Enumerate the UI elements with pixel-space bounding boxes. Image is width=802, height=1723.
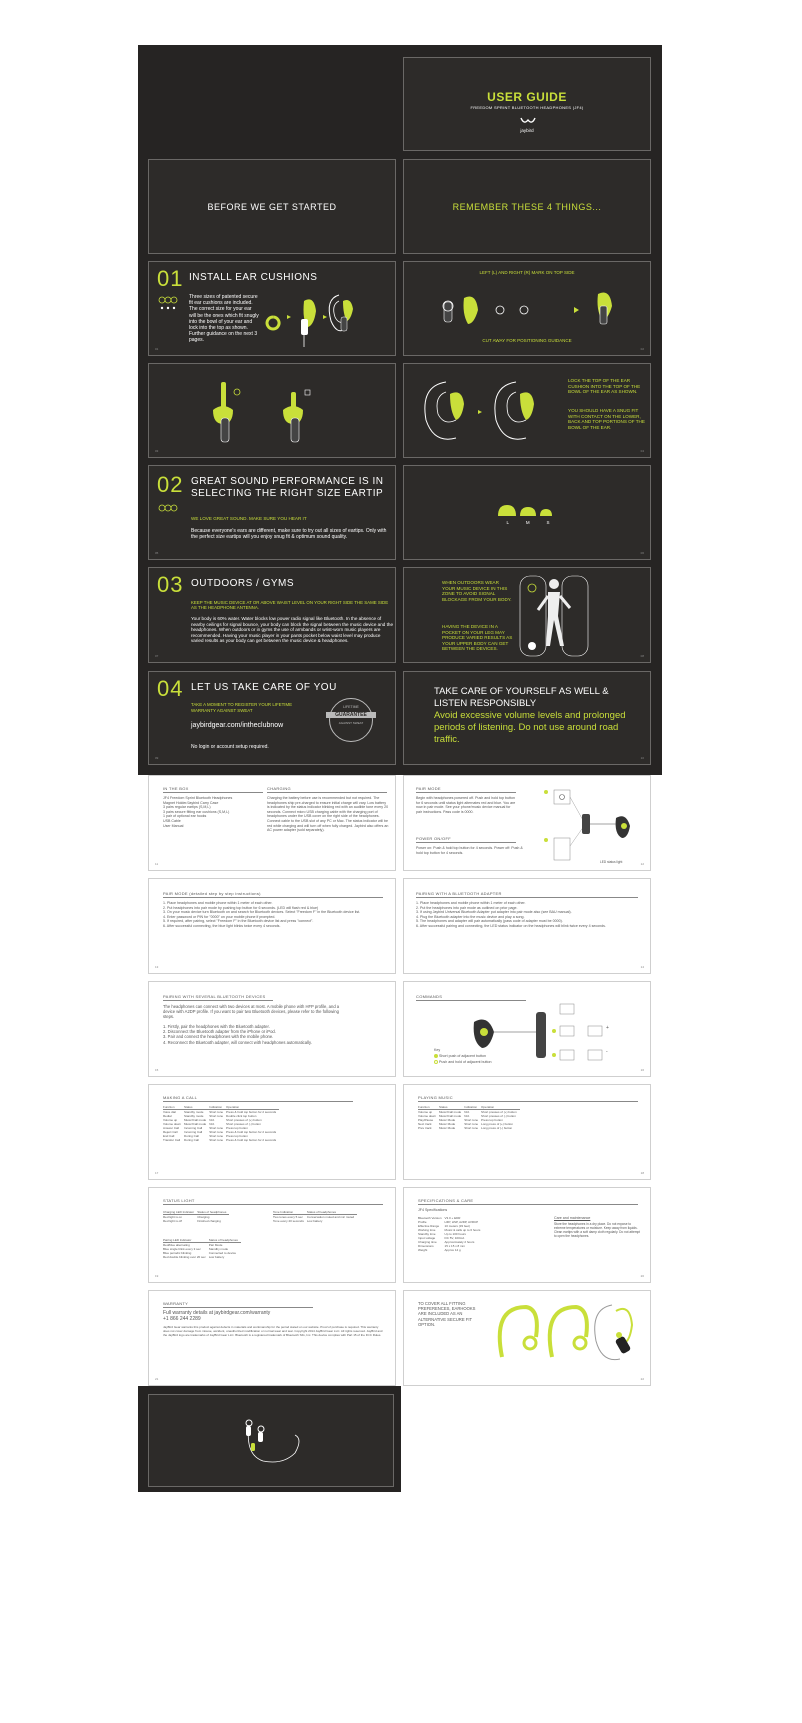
table-row: Red double blinking over 20 sec Low battery: [163, 1255, 225, 1259]
plus-label: +: [606, 1025, 609, 1031]
register-url[interactable]: jaybirdgear.com/intheclubnow: [191, 722, 284, 729]
list-item: 3. Pair and connect the headphones with the mobile phone.: [163, 1034, 274, 1040]
snug-fit-tip: YOU SHOULD HAVE A SNUG FIT WITH CONTACT ON THE LOWER, BACK AND TOP PORTIONS OF THE BOWL OF THE EAR.: [568, 408, 645, 430]
column-header: Status: [184, 1105, 209, 1110]
table-row: Answer Call Incoming Call Short tone Press top button: [163, 1126, 248, 1130]
ear-lock-illustration: [416, 376, 556, 448]
list-item: 4. Reconnect the Bluetooth adapter, will connect with headphones automatically.: [163, 1039, 312, 1045]
care-maintenance-title: Care and maintenance: [554, 1216, 591, 1220]
page-number: 06: [640, 551, 644, 555]
brand-name: jaybird: [520, 128, 534, 133]
specs-page: [403, 1187, 651, 1283]
list-item: 4. Enter password or PIN for "0000" on your mobile phone if prompted.: [163, 914, 276, 919]
keep-device-text: KEEP THE MUSIC DEVICE AT OR ABOVE WAIST LEVEL ON YOUR RIGHT SIDE THE SAME SIDE AS THE HEADPHONE ANTENNA.: [191, 600, 389, 611]
list-item: 1. Place headphones and mobile phone within 1 meter of each other.: [416, 901, 526, 905]
column-header: Indication: [464, 1105, 481, 1110]
section-number-04: 04: [157, 676, 184, 701]
page-number: 13: [155, 965, 159, 969]
table-row: Prev track Music Mode Short tone Long press of (-) button: [418, 1126, 513, 1130]
list-item: 6. After successful pairing and connecting, the LED status indicator on the headphones will blink twice every 4 seconds.: [416, 923, 606, 928]
making-call-title: MAKING A CALL: [163, 1095, 198, 1100]
eartip-labels: [498, 520, 558, 525]
list-item: 3. If using Jaybird Universal Bluetooth Adapter put adapter into pair mode also (see BAU manual).: [416, 910, 572, 915]
page-number: 08: [640, 654, 644, 658]
zone-text: WHEN OUTDOORS WEAR YOUR MUSIC DEVICE IN THIS ZONE TO AVOID SIGNAL BLOCKAGE FROM YOUR BODY.: [442, 580, 512, 602]
sound-panel: [148, 465, 396, 560]
list-item: USB Cable: [163, 818, 181, 823]
table-row: Play/Pause Music Mode Short tone Press top button: [418, 1118, 503, 1122]
care-you-title: LET US TAKE CARE OF YOU: [191, 682, 337, 693]
care-body: Avoid excessive volume levels and prolonged periods of listening. Do not use around road traffic.: [434, 710, 626, 745]
pair-adapter-title: PAIRING WITH A BLUETOOTH ADAPTER: [416, 891, 502, 896]
column-header: Operation: [481, 1105, 520, 1110]
table-row: Voice dial Standby mode Short tone Press & hold top button for 2 seconds: [163, 1110, 277, 1114]
pocket-text: HAVING THE DEVICE IN A POCKET ON YOUR LEG MAY PRODUCE VARIED RESULTS AS YOUR UPPER BODY CAN GET BETWEEN THE DEVICES.: [442, 624, 513, 652]
list-item: 5. If required, after pairing, select "Freedom F" in the Bluetooth device list and press "connect".: [163, 919, 314, 924]
power-body: Power on: Push & hold top button for 4 seconds. Power off: Push & hold top button for 4 seconds.: [416, 846, 523, 855]
table-row: Blue single blink every 3 sec Standby mode: [163, 1247, 229, 1251]
pair-mode-title: PAIR MODE: [416, 786, 441, 791]
list-item: 6. After successful connecting, the blue light blinks twice every 4 seconds.: [163, 923, 281, 928]
left-right-cushion-illustration: [424, 280, 634, 336]
charging-title: CHARGING: [267, 786, 291, 791]
back-cover-panel: [148, 1394, 394, 1487]
making-call-table: [163, 1105, 279, 1142]
page-number: 09: [155, 756, 159, 760]
page-number: 04: [640, 449, 644, 453]
table-header: Charging LED Indicator Status of headphones: [163, 1210, 229, 1215]
table-header: Tone Indication Status of headphones: [273, 1210, 357, 1215]
warranty-register-panel: [148, 671, 396, 765]
back-cover: [138, 1386, 401, 1492]
pair-several-steps: [163, 1024, 363, 1045]
column-header: Function: [418, 1105, 439, 1110]
headphones-product-illustration: [237, 1417, 307, 1467]
cushion-sizes-icon: [157, 294, 179, 312]
jaybird-logo-icon: [518, 116, 538, 126]
outdoors-title: OUTDOORS / GYMS: [191, 578, 295, 589]
list-item: 2. Put headphones into pair mode by pushing top button for 6 seconds. (LED will flash red & blue): [163, 905, 319, 910]
outdoors-body: Your body is 60% water. Water blocks low power radio signal like Bluetooth. In the absence of nearby ceilings for signal bounce, your body can block the signal between the music device and the headphones. When outdoors or in gyms the use of armbands or wrist-worn music players are recommended. Having your music player in your pants pocket below waist level may produce varied results as your body can get between the music device & headphones.: [191, 616, 393, 644]
list-item: User Manual: [163, 823, 184, 828]
table-row: Volume down Music/Call mode N/A Short presses of (-) button: [163, 1122, 261, 1126]
page-number: 22: [640, 1377, 644, 1381]
lock-tip: LOCK THE TOP OF THE EAR CUSHION INTO THE TOP OF THE BOWL OF THE EAR AS SHOWN.: [568, 378, 641, 395]
love-sound-text: WE LOVE GREAT SOUND. MAKE SURE YOU HEAR IT: [191, 516, 307, 521]
install-body: Three sizes of patented secure fit ear cushions are included. The correct size for your ear will be the ones which fit snugly into the bowl of your ear and lock into the top as shown. Further guidance on the next 3 pages.: [189, 294, 259, 344]
list-item: 1. Place headphones and mobile phone within 1 meter of each other.: [163, 901, 273, 905]
size-label: M: [525, 520, 530, 525]
page-number: 19: [155, 1274, 159, 1278]
section-number-03: 03: [157, 572, 184, 597]
badge-bottom: AGAINST SWEAT: [338, 721, 364, 725]
page-number: 15: [155, 1068, 159, 1072]
page-number: 14: [640, 965, 644, 969]
lock-panel: [403, 363, 651, 458]
pair-adapter-steps: [416, 901, 638, 929]
table-row: Volume up Music/Call mode N/A Short presses of (+) button: [163, 1118, 262, 1122]
fit-check-panel: [148, 363, 396, 458]
short-push-label: Short push of adjacent button: [439, 1054, 486, 1058]
table-row: Transfer Call During Call Short tone Press & hold top button for 2 seconds: [163, 1138, 277, 1142]
size-label: S: [546, 520, 550, 525]
pair-mode-page: [403, 775, 651, 871]
before-banner: [148, 159, 396, 254]
runner-zone-illustration: [518, 574, 598, 660]
list-item: 1 pair of optional ear hooks: [163, 814, 207, 819]
charging-text: Charging the battery before use is recommended but not required. The headphones ship pre-charged to ensure initial charge will vary. Low battery is indicated by the status indicator blinking red with an audible tone every 20 seconds. Connect micro USB charging cable with the charging port of headphones under the USB cover on the right side of the headphones. Connect cable to the USB slot of any PC or Mac. The status indicator will be red while charging and will turn off when fully charged. Jaybird also offers an AC power adapter (sold separately).: [267, 796, 389, 833]
status-light-page: [148, 1187, 396, 1283]
list-item: JF4 Freedom Sprint Bluetooth Headphones: [163, 796, 233, 800]
playing-music-title: PLAYING MUSIC: [418, 1095, 453, 1100]
page-number: 07: [155, 654, 159, 658]
cover-panel: [403, 57, 651, 151]
pair-detail-steps: [163, 901, 383, 929]
remember-text: REMEMBER THESE 4 THINGS...: [452, 202, 602, 212]
sound-body: Because everyone's ears are different, make sure to try out all sizes of eartips. Only with the perfect size eartips will you enjoy snug fit & optimum sound quality.: [191, 528, 387, 541]
table-row: Weight Approx 14 g: [418, 1248, 461, 1252]
charging-led-table: [163, 1210, 229, 1223]
table-row: Effective Range 10 meters (33 feet): [418, 1224, 470, 1228]
listen-responsibly-panel: [403, 671, 651, 765]
key-short-push: [434, 1054, 486, 1059]
pair-detail-title: PAIR MODE (detailed step by step instructions): [163, 891, 261, 896]
led-label: LED status light: [600, 860, 623, 864]
warranty-body: JayBird Gear warrants this product against defects in materials and workmanship for the period stated on our website. Proof of purchase is required. This warranty does not cover damage from misuse, accident, unauthorized modification or normal wear and tear. Copyright 2014 JayBird Gear LLC. All rights reserved. JayBird and the JayBird logo are trademarks of JayBird Gear LLC. Bluetooth is a registered trademark of Bluetooth SIG, Inc. This device complies with Part 15 of the FCC Rules.: [163, 1325, 383, 1337]
specs-subtitle: JF4 Specifications: [418, 1208, 448, 1212]
table-row: Tone every 20 seconds Low battery: [273, 1219, 323, 1223]
in-the-box-page: [148, 775, 396, 871]
install-title: INSTALL EAR CUSHIONS: [189, 272, 318, 283]
table-row: Working time Music & calls up to 6 hours: [418, 1228, 481, 1232]
key-label: Key: [434, 1048, 441, 1052]
cover-subtitle: FREEDOM SPRINT BLUETOOTH HEADPHONES (JF4): [470, 105, 584, 110]
earhooks-page: [403, 1290, 651, 1386]
lifetime-guarantee-badge: [329, 698, 373, 742]
page-number: 12: [640, 862, 644, 866]
cover-title: USER GUIDE: [487, 90, 567, 104]
pair-several-title: PAIRING WITH SEVERAL BLUETOOTH DEVICES: [163, 994, 266, 999]
outdoors-panel: [148, 567, 396, 663]
table-row: Red/blue alternating Pair Mode: [163, 1243, 223, 1247]
page-number: 02: [640, 347, 644, 351]
list-item: Magnet Holder/Jaybird Carry Case: [163, 800, 219, 805]
before-text: BEFORE WE GET STARTED: [207, 202, 337, 212]
pair-mode-body: Begin with headphones powered off. Push and hold top button for 6 seconds until status light alternates red and blue. You are now in pair mode. See your phone/music device manual for pair instructions. Pass code is 0000.: [416, 796, 516, 814]
table-row: Dimensions 15 x 15 x 8 mm: [418, 1244, 466, 1248]
page-number: 05: [155, 551, 159, 555]
section-number-01: 01: [157, 266, 184, 291]
page-number: 18: [640, 1171, 644, 1175]
page-number: 20: [640, 1274, 644, 1278]
earhooks-text: TO COVER ALL FITTING PREFERENCES, EARHOOKS ARE INCLUDED AS AN ALTERNATIVE SECURE FIT OPTION.: [418, 1301, 476, 1327]
register-text: TAKE A MOMENT TO REGISTER YOUR LIFETIME WARRANTY AGAINST SWEAT: [191, 702, 293, 713]
list-item: 5. The headphones and adapter will pair automatically (pass code of adapter must be 0000).: [416, 919, 563, 924]
table-row: Profile HFP, HSP, A2DP, AVRCP: [418, 1220, 479, 1224]
badge-top: LIFETIME: [343, 705, 359, 709]
playing-music-table: [418, 1105, 520, 1130]
key-long-push: [434, 1060, 492, 1065]
table-header: Pairing LED Indicator Status of headphones: [163, 1238, 241, 1243]
page-number: 03: [155, 449, 159, 453]
commands-title: COMMANDS: [416, 994, 443, 999]
column-header: Operation: [226, 1105, 279, 1110]
install-panel: [148, 261, 396, 356]
short-push-icon: [434, 1054, 438, 1058]
care-title: TAKE CARE OF YOURSELF AS WELL & LISTEN RESPONSIBLY: [434, 686, 609, 709]
power-title: POWER ON/OFF: [416, 836, 451, 841]
list-item: 1. Firstly, pair the headphones with the Bluetooth adapter.: [163, 1024, 270, 1029]
table-row: Volume up Music/Call mode N/A Short presses of (+) button: [418, 1110, 517, 1114]
warranty-title: WARRANTY: [163, 1301, 189, 1306]
column-header: Status: [439, 1105, 464, 1110]
eartips-illustration: [496, 504, 556, 518]
pair-adapter-page: [403, 878, 651, 974]
playing-music-page: [403, 1084, 651, 1180]
mark-top-text: LEFT (L) AND RIGHT (R) MARK ON TOP SIDE: [479, 270, 575, 275]
care-maintenance-body: Store the headphones in a dry place. Do not expose to extreme temperatures or moisture. Keep away from liquids. Clean eartips with a soft damp cloth regularly. Do not attempt to open the headphones.: [554, 1222, 641, 1238]
ear-cushion-install-illustration: [259, 287, 394, 349]
list-item: 2. Disconnect the Bluetooth adapter from the iPhone or iPod.: [163, 1029, 276, 1035]
making-call-page: [148, 1084, 396, 1180]
in-the-box-list: [163, 796, 263, 828]
specs-table: [418, 1216, 483, 1252]
pairing-led-table: [163, 1238, 241, 1259]
minus-label: -: [606, 1049, 608, 1055]
page-number: 01: [155, 347, 159, 351]
table-row: Charging time Approximately 2 hours: [418, 1240, 475, 1244]
column-header: Indication: [209, 1105, 226, 1110]
table-row: Standby time Up to 100 hours: [418, 1232, 466, 1236]
table-row: Redial Standby mode Short tone Double click top button: [163, 1114, 257, 1118]
warranty-phone: +1 866 244 2289: [163, 1316, 201, 1322]
size-label: L: [506, 520, 509, 525]
commands-page: [403, 981, 651, 1077]
table-row: Blue periodic blinking Connected to device: [163, 1251, 237, 1255]
warranty-page: [148, 1290, 396, 1386]
pair-controls-illustration: [524, 782, 644, 868]
table-row: Next track Music Mode Short tone Long press of (+) button: [418, 1122, 513, 1126]
list-item: 3 pairs regular eartips (S,M,L): [163, 805, 211, 810]
remember-banner: [403, 159, 651, 254]
list-item: 2. Put the headphones into pair mode as outlined on prior page.: [416, 905, 518, 910]
pair-several-page: [148, 981, 396, 1077]
badge-mid: GUARANTEE: [326, 712, 376, 718]
page-number: 10: [640, 756, 644, 760]
zone-panel: [403, 567, 651, 663]
long-push-label: Push and hold of adjacent button: [439, 1060, 492, 1064]
pair-several-body: The headphones can connect with two devices at most. A mobile phone with HFP profile, and a device with A2DP profile. If you want to pair two Bluetooth devices, please refer to the following steps.: [163, 1004, 340, 1020]
long-push-icon: [434, 1060, 438, 1064]
sound-title: GREAT SOUND PERFORMANCE IS IN SELECTING THE RIGHT SIZE EARTIP: [191, 476, 384, 499]
list-item: 3. On your music device turn Bluetooth on and search for Bluetooth devices. Select "Freedom F" in the Bluetooth device list.: [163, 910, 361, 915]
no-login-text: No login or account setup required.: [191, 744, 269, 750]
page-number: 21: [155, 1377, 159, 1381]
section-number-02: 02: [157, 472, 184, 497]
page-number: 17: [155, 1171, 159, 1175]
table-row: Volume down Music/Call mode N/A Short presses of (-) button: [418, 1114, 516, 1118]
table-row: Bluetooth Version V3.0 + EDR: [418, 1216, 461, 1220]
table-row: Reject Call Incoming Call Short tone Press & hold top button for 2 seconds: [163, 1130, 277, 1134]
page-number: 11: [155, 862, 159, 866]
list-item: 3 pairs secure fitting ear cushions (S,M,L): [163, 809, 230, 814]
table-row: Input voltage DC 5V, 100mA: [418, 1236, 465, 1240]
eartips-panel: [403, 465, 651, 560]
list-item: 4. Plug the Bluetooth adapter into the music device and play a song.: [416, 914, 525, 919]
mark-panel: [403, 261, 651, 356]
cut-away-text: CUT AWAY FOR POSITIONING GUIDANCE: [482, 338, 572, 343]
table-row: Red light is on Charging: [163, 1215, 210, 1219]
in-the-box-title: IN THE BOX: [163, 786, 189, 791]
column-header: Function: [163, 1105, 184, 1110]
page-number: 16: [640, 1068, 644, 1072]
fit-check-illustration: [209, 382, 349, 452]
pair-detail-page: [148, 878, 396, 974]
warranty-url[interactable]: Full warranty details at jaybirdgear.com/warranty: [163, 1310, 271, 1316]
table-row: Red light is off Finished charging: [163, 1219, 221, 1223]
status-light-title: STATUS LIGHT: [163, 1198, 195, 1203]
specs-title: SPECIFICATIONS & CARE: [418, 1198, 474, 1203]
tone-table: [273, 1210, 357, 1223]
table-row: End Call During Call Short tone Press top button: [163, 1134, 248, 1138]
earhooks-illustration: [492, 1297, 642, 1379]
table-row: Two tones every 5 sec Conversation muted and mic muted: [273, 1215, 355, 1219]
eartip-sizes-icon: [157, 502, 179, 518]
